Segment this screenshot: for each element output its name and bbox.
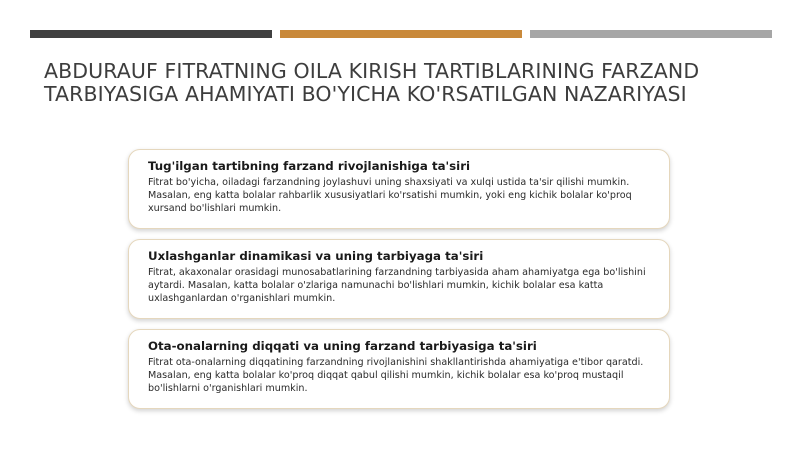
card-body: Fitrat ota-onalarning diqqatining farzandning rivojlanishini shakllantirishda ahamiyatiga e'tibor qaratdi. Masalan, eng katta bolalar ko'proq diqqat qabul qilishi mumkin, kichik bolalar esa ko'proq mustaqil bo'lishlarni o'rganishlari mumkin. <box>148 357 644 394</box>
card-parental-attention <box>128 329 670 409</box>
top-bar-dark <box>30 30 272 38</box>
content-cards <box>128 149 670 419</box>
card-body: Fitrat, akaxonalar orasidagi munosabatlarining farzandning tarbiyasida aham ahamiyatga ega bo'lishini aytardi. Masalan, katta bolalar o'zlariga namunachi bo'lishlari mumkin, kichik bolalar esa katta uxlashganlardan o'rganishlari mumkin. <box>148 267 646 304</box>
card-body: Fitrat bo'yicha, oiladagi farzandning joylashuvi uning shaxsiyati va xulqi ustida ta'sir qilishi mumkin. Masalan, eng katta bolalar rahbarlik xususiyatlari ko'rsatishi mumkin, yoki eng kichik bolalar ko'proq xursand bo'lishlari mumkin. <box>148 177 632 214</box>
card-sibling-dynamics <box>128 239 670 319</box>
slide-title-line-2: TARBIYASIGA AHAMIYATI BO'YICHA KO'RSATILGAN NAZARIYASI <box>44 82 687 106</box>
top-bar-gold <box>280 30 522 38</box>
slide-title-line-1: ABDURAUF FITRATNING OILA KIRISH TARTIBLARINING FARZAND <box>44 59 700 83</box>
slide-title <box>44 60 764 106</box>
card-heading: Ota-onalarning diqqati va uning farzand tarbiyasiga ta'siri <box>148 339 537 353</box>
card-heading: Uxlashganlar dinamikasi va uning tarbiyaga ta'siri <box>148 249 484 263</box>
card-heading: Tug'ilgan tartibning farzand rivojlanishiga ta'siri <box>148 159 471 173</box>
top-bar-gray <box>530 30 772 38</box>
card-birth-order <box>128 149 670 229</box>
decorative-top-bars <box>30 30 772 38</box>
